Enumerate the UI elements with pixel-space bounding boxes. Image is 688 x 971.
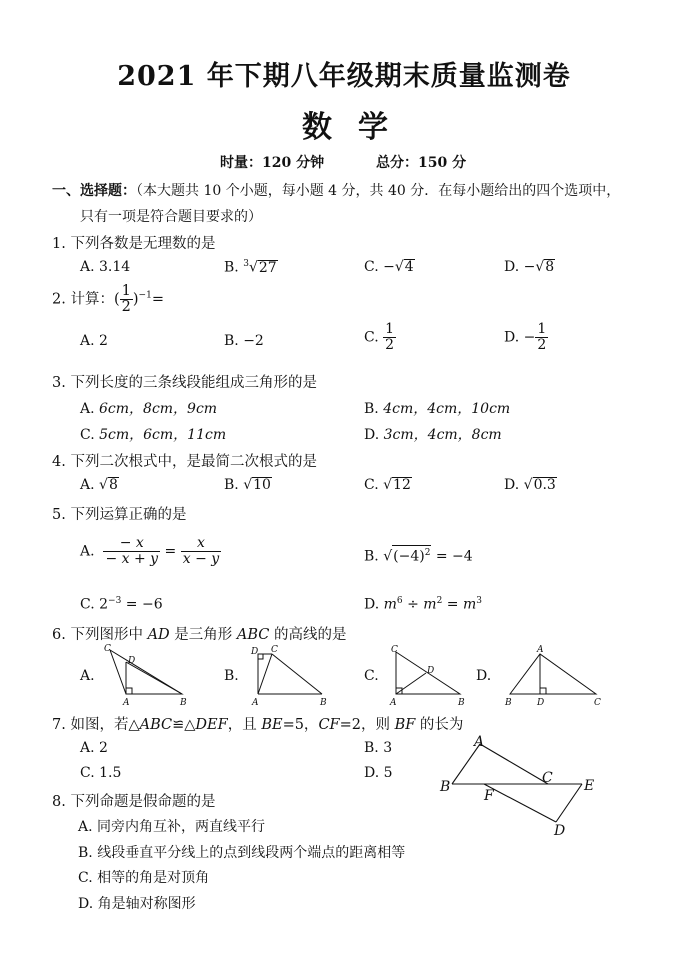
q2-option-d xyxy=(504,322,548,353)
q5-option-a xyxy=(80,536,221,567)
q6-c-label: C. xyxy=(364,668,379,684)
q1-c-sign: − xyxy=(383,259,395,275)
instruction-line-1: （本大题共 10 个小题，每小题 4 分，共 40 分．在每小题给出的四个选项中， xyxy=(136,183,621,199)
q5-a-right-den: x − y xyxy=(182,551,220,567)
q4-b-label: B. xyxy=(224,477,239,493)
q5-b-exponent: 2 xyxy=(424,548,431,558)
q2-a-value: 2 xyxy=(99,333,108,349)
q5-d-m3: m xyxy=(462,596,477,613)
q5-c-rhs: = −6 xyxy=(125,596,163,613)
q5-c-label: C. xyxy=(80,596,95,613)
q5-d-m1: m xyxy=(383,596,397,613)
q5-b-rhs: = −4 xyxy=(435,548,473,565)
q5-d-e2: 2 xyxy=(436,596,443,606)
q1-c-label: C. xyxy=(364,259,379,275)
q1-d-label: D. xyxy=(504,259,520,275)
q1-option-d xyxy=(504,259,555,275)
q2-b-label: B. xyxy=(224,333,239,349)
section-heading: 一、选择题： xyxy=(52,183,136,199)
q6a-right-angle xyxy=(126,688,132,694)
q3-option-b xyxy=(364,398,510,418)
q7-line-ed xyxy=(556,784,582,822)
exam-total-score: 总分：150 分 xyxy=(376,155,467,171)
q6b-label-b: B xyxy=(320,698,327,708)
q5-b-label: B. xyxy=(364,548,379,565)
q5-option-c xyxy=(80,596,163,613)
q6a-label-c: C xyxy=(104,644,111,654)
q5-d-m2: m xyxy=(423,596,437,613)
q6b-label-d: D xyxy=(251,647,259,657)
q7-comma: ，且 xyxy=(227,717,262,733)
q4-number: 4. xyxy=(52,454,66,470)
q6-stem-mid: 是三角形 xyxy=(169,627,237,643)
q6-a-label: A. xyxy=(80,668,95,684)
q6d-label-d: D xyxy=(537,698,545,708)
q7-line-ab xyxy=(452,744,480,784)
q1-a-label: A. xyxy=(80,259,95,275)
q6-stem-ad: AD xyxy=(147,627,170,643)
q6b-segment-ac xyxy=(258,654,272,694)
q2-number: 2. xyxy=(52,291,66,308)
q8-d-label: D. xyxy=(78,896,94,912)
q1-option-c xyxy=(364,259,415,275)
q4-c-label: C. xyxy=(364,477,379,493)
q7-b-value: 3 xyxy=(383,740,393,756)
q2-d-den: 2 xyxy=(537,337,547,353)
q6d-label-c: C xyxy=(594,698,601,708)
q3-option-a xyxy=(80,398,217,418)
q4-d-label: D. xyxy=(504,477,520,493)
question-6 xyxy=(52,623,347,644)
q1-d-sign: − xyxy=(523,259,536,275)
q6a-label-d: D xyxy=(128,656,136,666)
q7-a-label: A. xyxy=(80,740,95,756)
q2-stem: 计算： xyxy=(70,291,114,308)
q7-a-value: 2 xyxy=(99,740,108,756)
radical-icon: √ xyxy=(394,259,404,275)
q6-figure-d xyxy=(500,642,610,708)
q7-d-value: 5 xyxy=(383,765,393,781)
q1-b-root-index: 3 xyxy=(243,259,249,269)
q6b-segment-cb xyxy=(272,654,322,694)
question-7 xyxy=(52,713,463,734)
q3-stem: 下列长度的三条线段能组成三角形的是 xyxy=(70,375,317,391)
q8-b-label: B. xyxy=(78,845,93,861)
subject-title: 数学 xyxy=(302,110,414,145)
q5-a-left-num: − x xyxy=(103,536,160,552)
q2-option-a xyxy=(80,333,108,349)
q6-stem-post: 的高线的是 xyxy=(269,627,347,643)
q6d-label-a: A xyxy=(537,645,544,655)
q5-d-e3: 3 xyxy=(476,596,482,606)
q5-a-right-num: x xyxy=(181,536,221,552)
q1-number: 1. xyxy=(52,236,66,252)
q7-option-c xyxy=(80,765,121,781)
q5-c-base: 2 xyxy=(99,596,109,613)
q5-option-d xyxy=(364,596,482,613)
q6-number: 6. xyxy=(52,627,66,643)
q5-d-divide: ÷ xyxy=(407,596,419,613)
q1-d-radicand: 8 xyxy=(545,259,555,275)
q5-d-label: D. xyxy=(364,596,380,613)
q6-figure-b xyxy=(246,642,332,708)
q2-fraction xyxy=(120,284,133,315)
q7-line-ac xyxy=(480,744,548,784)
question-3 xyxy=(52,371,317,392)
q8-c-value: 相等的角是对顶角 xyxy=(97,870,210,886)
q3-d-value: 3cm，4cm，8cm xyxy=(383,427,502,443)
q6c-label-b: B xyxy=(458,698,465,708)
q7-label-b: B xyxy=(440,779,451,795)
q8-d-value: 角是轴对称图形 xyxy=(97,896,196,912)
q2-option-b xyxy=(224,333,264,349)
q6d-label-b: B xyxy=(505,698,512,708)
q1-b-label: B. xyxy=(224,259,239,276)
q5-d-equals: = xyxy=(446,596,459,613)
q6-stem-abc: ABC xyxy=(236,627,270,643)
q5-d-e1: 6 xyxy=(396,596,403,606)
q6-figure-a xyxy=(96,642,196,708)
question-4 xyxy=(52,450,317,471)
q8-option-d xyxy=(78,893,196,913)
q8-a-label: A. xyxy=(78,819,93,835)
section-instructions xyxy=(52,180,620,200)
q6b-label-c: C xyxy=(271,645,278,655)
q2-option-c xyxy=(364,322,396,353)
q4-option-d xyxy=(504,477,557,493)
radical-icon: √ xyxy=(248,259,258,276)
q7-d-label: D. xyxy=(364,765,380,781)
q2-b-value: −2 xyxy=(243,333,264,349)
q5-a-left-fraction xyxy=(103,536,160,567)
q7-triangle-2: DEF xyxy=(195,717,228,733)
q8-a-value: 同旁内角互补，两直线平行 xyxy=(97,819,266,835)
q2-c-num: 1 xyxy=(385,321,395,337)
q4-option-c xyxy=(364,477,412,493)
q2-c-fraction xyxy=(383,322,396,353)
q2-d-label: D. xyxy=(504,329,520,346)
q6b-right-angle xyxy=(258,654,263,659)
q7-label-c: C xyxy=(542,770,553,786)
q7-label-e: E xyxy=(584,778,595,794)
q1-c-radicand: 4 xyxy=(404,259,414,275)
question-2: 2. 计算：( $\frac{1}{2}$ )$^{-1}$= xyxy=(52,283,164,315)
q3-a-value: 6cm，8cm，9cm xyxy=(99,401,218,417)
q6-d-label: D. xyxy=(476,668,492,684)
q3-d-label: D. xyxy=(364,427,380,443)
q5-b-radical xyxy=(392,545,431,565)
exam-title: 2021 年下期八年级期末质量监测卷 xyxy=(117,61,571,92)
q7-cf: CF xyxy=(318,717,340,733)
q7-triangle-1: ABC xyxy=(139,717,173,733)
q7-label-d: D xyxy=(554,823,566,839)
question-8 xyxy=(52,790,215,811)
q5-a-equals: = xyxy=(164,543,177,560)
q7-be: BE xyxy=(261,717,283,733)
q4-c-radicand: 12 xyxy=(393,477,411,493)
q6b-label-a: A xyxy=(252,698,259,708)
q7-c-value: 1.5 xyxy=(99,765,122,781)
q7-line-fd xyxy=(484,784,556,822)
q7-figure xyxy=(436,732,606,842)
q7-stem-pre: 如图，若△ xyxy=(70,717,140,733)
q2-exponent: −1 xyxy=(138,290,152,301)
q1-option-a xyxy=(80,259,130,275)
q6c-label-c: C xyxy=(391,645,398,655)
q6d-triangle xyxy=(510,654,596,694)
q4-option-a xyxy=(80,477,119,493)
q2-c-label: C. xyxy=(364,329,379,346)
q3-c-value: 5cm，6cm，11cm xyxy=(99,427,227,443)
q7-option-a xyxy=(80,740,108,756)
q5-stem: 下列运算正确的是 xyxy=(70,507,187,523)
q1-option-b xyxy=(224,259,278,276)
q5-a-right-fraction xyxy=(181,536,221,567)
q8-c-label: C. xyxy=(78,870,93,886)
q6a-segment-db xyxy=(126,662,182,694)
q7-option-d xyxy=(364,765,393,781)
q6-b-label: B. xyxy=(224,668,239,684)
q7-congruent: ≌△ xyxy=(172,717,196,733)
q5-number: 5. xyxy=(52,507,66,523)
instruction-line-2: 只有一项是符合题目要求的） xyxy=(80,209,262,225)
radical-icon: √ xyxy=(523,477,533,493)
q3-a-label: A. xyxy=(80,401,95,417)
q7-c-label: C. xyxy=(80,765,95,781)
q6c-label-d: D xyxy=(427,666,435,676)
q7-option-b xyxy=(364,740,392,756)
radical-icon: √ xyxy=(383,548,393,565)
q8-option-a xyxy=(78,816,265,836)
q2-equals: = xyxy=(151,291,164,308)
q4-option-b xyxy=(224,477,272,493)
q4-stem: 下列二次根式中，是最简二次根式的是 xyxy=(70,454,317,470)
q7-b-label: B. xyxy=(364,740,379,756)
q4-a-label: A. xyxy=(80,477,95,493)
q7-label-f: F xyxy=(484,788,494,804)
q8-option-c xyxy=(78,867,209,887)
q3-c-label: C. xyxy=(80,427,95,443)
question-1 xyxy=(52,232,215,253)
q6c-segment-ad xyxy=(396,673,426,694)
q6-figure-c xyxy=(386,642,472,708)
q8-b-value: 线段垂直平分线上的点到线段两个端点的距离相等 xyxy=(97,845,406,861)
q7-number: 7. xyxy=(52,717,66,733)
q8-number: 8. xyxy=(52,794,66,810)
q6a-label-b: B xyxy=(180,698,187,708)
radical-icon: √ xyxy=(243,477,253,493)
q6c-label-a: A xyxy=(390,698,397,708)
q2-frac-num: 1 xyxy=(121,283,131,299)
q4-d-radicand: 0.3 xyxy=(533,477,556,493)
q6a-label-a: A xyxy=(123,698,130,708)
q7-cf-value: =2，则 xyxy=(339,717,395,733)
q3-b-value: 4cm，4cm，10cm xyxy=(383,401,511,417)
q2-d-fraction xyxy=(535,322,548,353)
q8-stem: 下列命题是假命题的是 xyxy=(70,794,216,810)
q2-d-num: 1 xyxy=(537,321,547,337)
q3-number: 3. xyxy=(52,375,66,391)
q2-d-sign: − xyxy=(523,329,536,346)
q7-label-a: A xyxy=(474,734,485,750)
q3-option-c xyxy=(80,424,226,444)
q1-b-radicand: 27 xyxy=(258,259,277,276)
exam-time: 时量：120 分钟 xyxy=(220,155,325,171)
q1-a-value: 3.14 xyxy=(99,259,131,275)
q5-c-exponent: −3 xyxy=(108,596,122,606)
q6-stem-pre: 下列图形中 xyxy=(70,627,148,643)
q2-frac-den: 2 xyxy=(121,299,131,315)
q3-option-d xyxy=(364,424,502,444)
question-5 xyxy=(52,503,186,524)
q7-stem-post: 的长为 xyxy=(415,717,464,733)
radical-icon: √ xyxy=(99,477,108,493)
q2-c-den: 2 xyxy=(385,337,395,353)
q5-a-left-den: − x + y xyxy=(105,551,159,567)
q8-option-b xyxy=(78,842,405,862)
radical-icon: √ xyxy=(535,259,545,275)
q1-stem: 下列各数是无理数的是 xyxy=(70,236,216,252)
q2-a-label: A. xyxy=(80,333,95,349)
q7-be-value: =5， xyxy=(282,717,319,733)
q3-b-label: B. xyxy=(364,401,379,417)
q4-a-radicand: 8 xyxy=(108,477,118,493)
q5-a-label: A. xyxy=(80,543,95,560)
q5-b-radicand: (−4) xyxy=(393,548,425,565)
q5-option-b xyxy=(364,545,473,565)
q7-bf: BF xyxy=(394,717,416,733)
q6d-right-angle xyxy=(540,688,546,694)
q4-b-radicand: 10 xyxy=(253,477,271,493)
radical-icon: √ xyxy=(383,477,393,493)
